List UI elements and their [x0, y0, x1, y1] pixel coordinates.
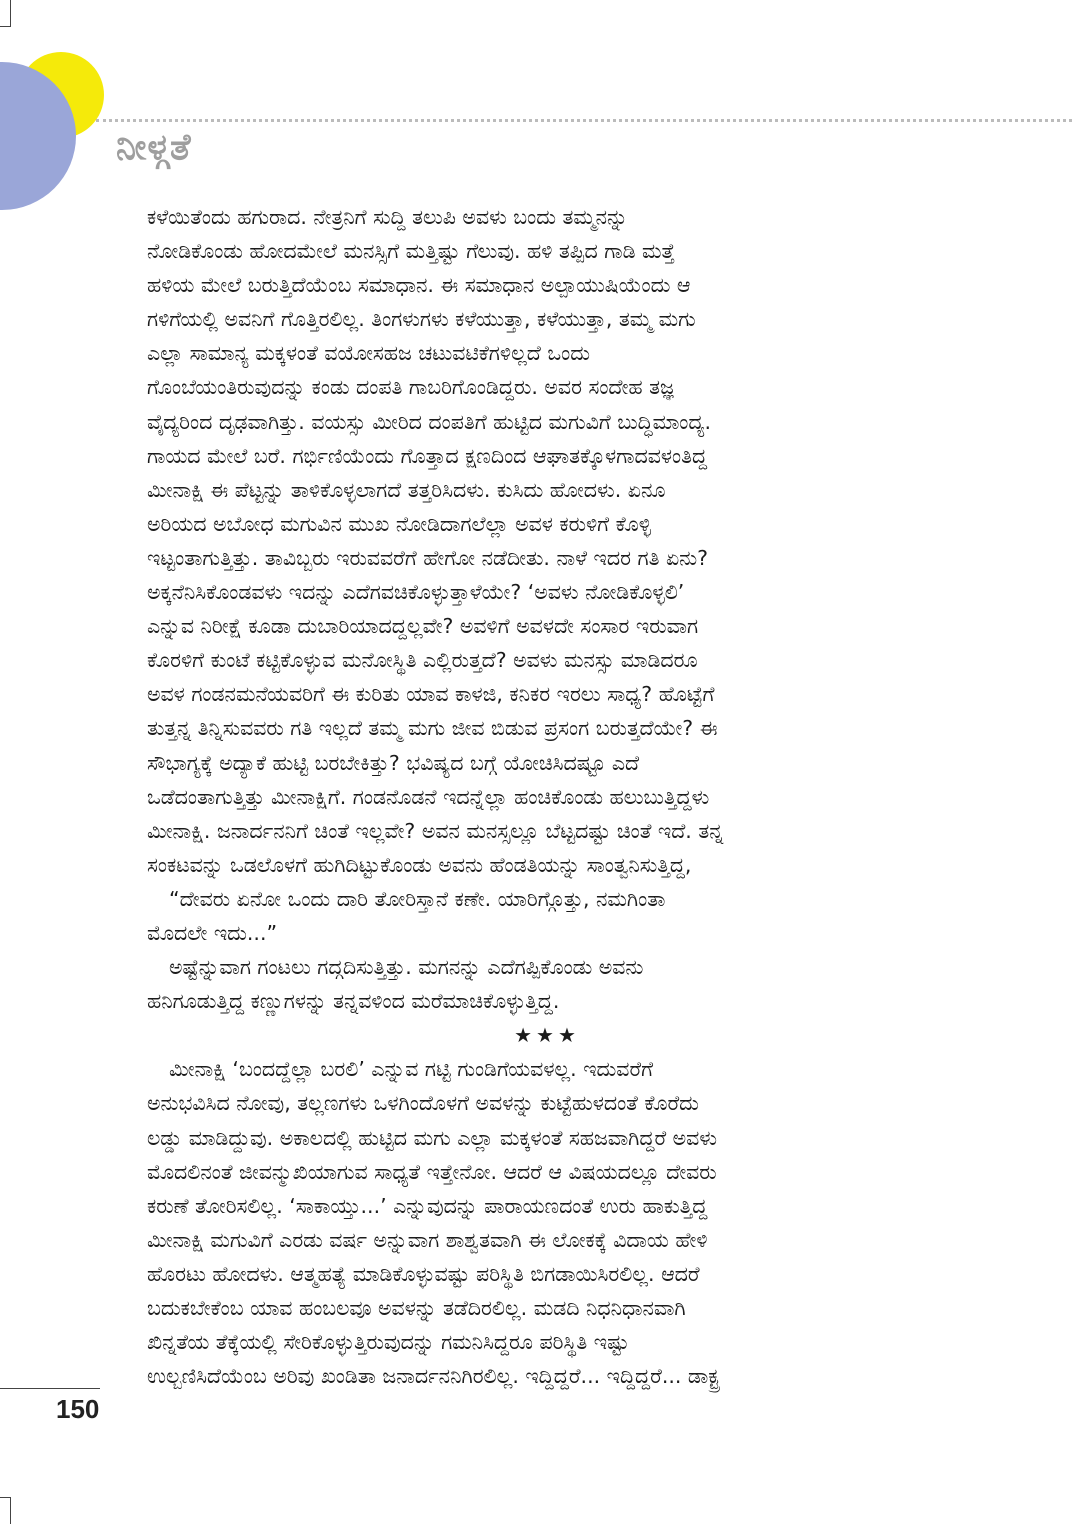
header-dotted-rule [96, 119, 1072, 122]
text-line: ಕಳೆಯಿತೆಂದು ಹಗುರಾದ. ನೇತ್ರನಿಗೆ ಸುದ್ದಿ ತಲುಪಿ ಅವಳು ಬಂದು ತಮ್ಮನನ್ನು [147, 205, 628, 229]
text-line: ನೋಡಿಕೊಂಡು ಹೋದಮೇಲೆ ಮನಸ್ಸಿಗೆ ಮತ್ತಿಷ್ಟು ಗೆಲುವು. ಹಳಿ ತಪ್ಪಿದ ಗಾಡಿ ಮತ್ತೆ [147, 239, 675, 264]
text-line: ಹೊರಟು ಹೋದಳು. ಆತ್ಮಹತ್ಯೆ ಮಾಡಿಕೊಳ್ಳುವಷ್ಟು ಪರಿಸ್ಥಿತಿ ಬಿಗಡಾಯಿಸಿರಲಿಲ್ಲ. ಆದರೆ [147, 1261, 700, 1286]
text-line: ಗಾಯದ ಮೇಲೆ ಬರೆ. ಗರ್ಭಿಣಿಯೆಂದು ಗೊತ್ತಾದ ಕ್ಷಣದಿಂದ ಆಘಾತಕ್ಕೊಳಗಾದವಳಂತಿದ್ದ [147, 443, 708, 468]
text-line: ಬದುಕಬೇಕೆಂಬ ಯಾವ ಹಂಬಲವೂ ಅವಳನ್ನು ತಡೆದಿರಲಿಲ್ಲ. ಮಡದಿ ನಿಧನಿಧಾನವಾಗಿ [147, 1296, 686, 1320]
text-line: ಸಂಕಟವನ್ನು ಒಡಲೊಳಗೆ ಹುಗಿದಿಟ್ಟುಕೊಂಡು ಅವನು ಹೆಂಡತಿಯನ್ನು ಸಾಂತ್ವನಿಸುತ್ತಿದ್ದ, [147, 852, 692, 877]
text-line: ಉಲ್ಬಣಿಸಿದೆಯೆಂಬ ಅರಿವು ಖಂಡಿತಾ ಜನಾರ್ದನನಿಗಿರಲಿಲ್ಲ. ಇದ್ದಿದ್ದರೆ... ಇದ್ದಿದ್ದರೆ... ಡಾಕ್ಟ್ರ [147, 1364, 720, 1389]
text-line: ಖಿನ್ನತೆಯ ತೆಕ್ಕೆಯಲ್ಲಿ ಸೇರಿಕೊಳ್ಳುತ್ತಿರುವುದನ್ನು ಗಮನಿಸಿದ್ದರೂ ಪರಿಸ್ಥಿತಿ ಇಷ್ಟು [147, 1330, 630, 1355]
paragraph-start-line: ಅಷ್ಟೆನ್ನುವಾಗ ಗಂಟಲು ಗದ್ಗದಿಸುತ್ತಿತ್ತು. ಮಗನನ್ನು ಎದೆಗಪ್ಪಿಕೊಂಡು ಅವನು [169, 955, 644, 980]
footer-rule [0, 1388, 100, 1389]
text-line: ಕೊರಳಿಗೆ ಕುಂಟೆ ಕಟ್ಟಿಕೊಳ್ಳುವ ಮನೋಸ್ಥಿತಿ ಎಲ್ಲಿರುತ್ತದೆ? ಅವಳು ಮನಸ್ಸು ಮಾಡಿದರೂ [147, 648, 698, 673]
text-line: ತುತ್ತನ್ನ ತಿನ್ನಿಸುವವರು ಗತಿ ಇಲ್ಲದೆ ತಮ್ಮ ಮಗು ಜೀವ ಬಿಡುವ ಪ್ರಸಂಗ ಬರುತ್ತದೆಯೇ? ಈ [147, 716, 718, 741]
text-line: ಲಡ್ಡು ಮಾಡಿದ್ದುವು. ಅಕಾಲದಲ್ಲಿ ಹುಟ್ಟಿದ ಮಗು ಎಲ್ಲಾ ಮಕ್ಕಳಂತೆ ಸಹಜವಾಗಿದ್ದರೆ ಅವಳು [147, 1125, 717, 1150]
text-line: ಸೌಭಾಗ್ಯಕ್ಕೆ ಅದ್ಯಾಕೆ ಹುಟ್ಟಿ ಬರಬೇಕಿತ್ತು? ಭವಿಷ್ಯದ ಬಗ್ಗೆ ಯೋಚಿಸಿದಷ್ಟೂ ಎದೆ [147, 750, 640, 775]
section-break-stars: ★★★ [514, 1023, 580, 1048]
text-line: ಅಕ್ಕನೆನಿಸಿಕೊಂಡವಳು ಇದನ್ನು ಎದೆಗವಚಿಕೊಳ್ಳುತ್ತಾಳೆಯೇ? ‘ಅವಳು ನೋಡಿಕೊಳ್ಳಲಿ’ [147, 580, 685, 605]
text-line: ಮೊದಲಿನಂತೆ ಜೀವನ್ಮುಖಿಯಾಗುವ ಸಾಧ್ಯತೆ ಇತ್ತೇನೋ. ಆದರೆ ಆ ವಿಷಯದಲ್ಲೂ ದೇವರು [147, 1159, 717, 1184]
page-number: 150 [56, 1394, 100, 1424]
text-line: ಮೀನಾಕ್ಷಿ ಮಗುವಿಗೆ ಎರಡು ವರ್ಷ ಅನ್ನುವಾಗ ಶಾಶ್ವತವಾಗಿ ಈ ಲೋಕಕ್ಕೆ ವಿದಾಯ ಹೇಳಿ [147, 1227, 708, 1252]
text-line: ಒಡೆದಂತಾಗುತ್ತಿತ್ತು ಮೀನಾಕ್ಷಿಗೆ. ಗಂಡನೊಡನೆ ಇದನ್ನೆಲ್ಲಾ ಹಂಚಿಕೊಂಡು ಹಲುಬುತ್ತಿದ್ದಳು [147, 784, 710, 809]
text-line: ಇಟ್ಟಂತಾಗುತ್ತಿತ್ತು. ತಾವಿಬ್ಬರು ಇರುವವರೆಗೆ ಹೇಗೋ ನಡೆದೀತು. ನಾಳೆ ಇದರ ಗತಿ ಏನು? [147, 545, 708, 570]
text-line: ಅರಿಯದ ಅಬೋಧ ಮಗುವಿನ ಮುಖ ನೋಡಿದಾಗಲೆಲ್ಲಾ ಅವಳ ಕರುಳಿಗೆ ಕೊಳ್ಳಿ [147, 511, 652, 536]
text-line: ಹಳಿಯ ಮೇಲೆ ಬರುತ್ತಿದೆಯೆಂಬ ಸಮಾಧಾನ. ಈ ಸಮಾಧಾನ ಅಲ್ಪಾಯುಷಿಯೆಂದು ಆ [147, 273, 691, 298]
dialogue-line: “ದೇವರು ಏನೋ ಒಂದು ದಾರಿ ತೋರಿಸ್ತಾನೆ ಕಣೇ. ಯಾರಿಗ್ಗೊತ್ತು, ನಮಗಿಂತಾ [169, 886, 666, 911]
dialogue-line: ಮೊದಲೇ ಇದು...” [147, 920, 278, 945]
text-line: ಅನುಭವಿಸಿದ ನೋವು, ತಲ್ಲಣಗಳು ಒಳಗಿಂದೊಳಗೆ ಅವಳನ್ನು ಕುಟ್ಟೆಹುಳದಂತೆ ಕೊರೆದು [147, 1091, 699, 1116]
paragraph-start-line: ಮೀನಾಕ್ಷಿ ‘ಬಂದದ್ದೆಲ್ಲಾ ಬರಲಿ’ ಎನ್ನುವ ಗಟ್ಟಿ ಗುಂಡಿಗೆಯವಳಲ್ಲ. ಇದುವರೆಗೆ [169, 1057, 654, 1082]
text-line: ಹನಿಗೂಡುತ್ತಿದ್ದ ಕಣ್ಣುಗಳನ್ನು ತನ್ನವಳಿಂದ ಮರೆಮಾಚಿಕೊಳ್ಳುತ್ತಿದ್ದ. [147, 989, 560, 1014]
text-line: ಮೀನಾಕ್ಷಿ. ಜನಾರ್ದನನಿಗೆ ಚಿಂತೆ ಇಲ್ಲವೇ? ಅವನ ಮನಸ್ಸಲ್ಲೂ ಬೆಟ್ಟದಷ್ಟು ಚಿಂತೆ ಇದೆ. ತನ್ನ [147, 818, 724, 843]
text-line: ಅವಳ ಗಂಡನಮನೆಯವರಿಗೆ ಈ ಕುರಿತು ಯಾವ ಕಾಳಜಿ, ಕನಿಕರ ಇರಲು ಸಾಧ್ಯ? ಹೊಟ್ಟೆಗೆ [147, 682, 715, 707]
body-text [147, 200, 907, 1393]
text-line: ಗೊಂಬೆಯಂತಿರುವುದನ್ನು ಕಂಡು ದಂಪತಿ ಗಾಬರಿಗೊಂಡಿದ್ದರು. ಅವರ ಸಂದೇಹ ತಜ್ಞ [147, 375, 674, 400]
text-line: ಮೀನಾಕ್ಷಿ ಈ ಪೆಟ್ಟನ್ನು ತಾಳಿಕೊಳ್ಳಲಾಗದೆ ತತ್ತರಿಸಿದಳು. ಕುಸಿದು ಹೋದಳು. ಏನೂ [147, 477, 666, 502]
text-line: ಎನ್ನುವ ನಿರೀಕ್ಷೆ ಕೂಡಾ ದುಬಾರಿಯಾದದ್ದಲ್ಲವೇ? ಅವಳಿಗೆ ಅವಳದೇ ಸಂಸಾರ ಇರುವಾಗ [147, 614, 699, 639]
text-line: ಕರುಣೆ ತೋರಿಸಲಿಲ್ಲ. ‘ಸಾಕಾಯ್ತು...’ ಎನ್ನುವುದನ್ನು ಪಾರಾಯಣದಂತೆ ಉರು ಹಾಕುತ್ತಿದ್ದ [147, 1193, 708, 1218]
crop-mark-bottom [0, 1497, 11, 1524]
text-line: ಎಲ್ಲಾ ಸಾಮಾನ್ಯ ಮಕ್ಕಳಂತೆ ವಯೋಸಹಜ ಚಟುವಟಿಕೆಗಳಿಲ್ಲದೆ ಒಂದು [147, 341, 590, 366]
text-line: ಗಳಿಗೆಯಲ್ಲಿ ಅವನಿಗೆ ಗೊತ್ತಿರಲಿಲ್ಲ. ತಿಂಗಳುಗಳು ಕಳೆಯುತ್ತಾ, ಕಳೆಯುತ್ತಾ, ತಮ್ಮ ಮಗು [147, 307, 696, 332]
chapter-title: ನೀಳ್ಗತೆ [116, 127, 192, 168]
text-line: ವೈದ್ಯರಿಂದ ದೃಢವಾಗಿತ್ತು. ವಯಸ್ಸು ಮೀರಿದ ದಂಪತಿಗೆ ಹುಟ್ಟಿದ ಮಗುವಿಗೆ ಬುದ್ಧಿಮಾಂದ್ಯ. [147, 409, 711, 434]
crop-mark-top [0, 0, 11, 27]
